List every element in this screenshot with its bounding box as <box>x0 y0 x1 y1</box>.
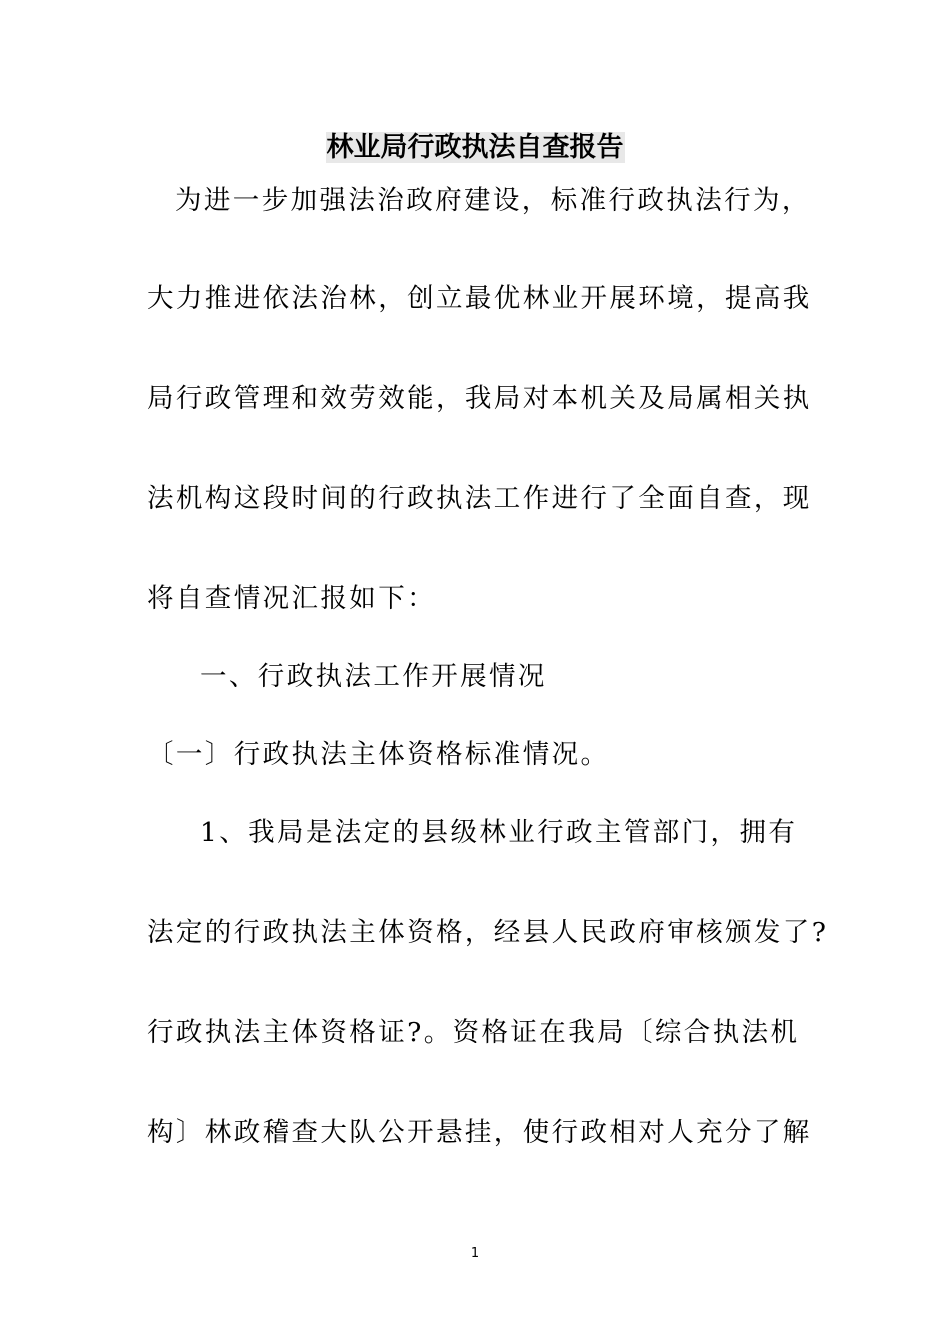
paragraph-line-6: 1、我局是法定的县级林业行政主管部门，拥有 <box>200 817 798 848</box>
paragraph-line-7: 法定的行政执法主体资格，经县人民政府审核颁发了? <box>147 917 829 948</box>
paragraph-line-1: 为进一步加强法治政府建设，标准行政执法行为， <box>175 185 811 216</box>
paragraph-line-2: 大力推进依法治林，创立最优林业开展环境，提高我 <box>147 283 812 314</box>
paragraph-line-8: 行政执法主体资格证?。资格证在我局〔综合执法机 <box>147 1017 800 1048</box>
page-number: 1 <box>470 1246 480 1261</box>
document-title-text: 林业局行政执法自查报告 <box>326 132 624 163</box>
paragraph-line-5: 将自查情况汇报如下： <box>147 583 436 614</box>
paragraph-line-9: 构〕林政稽查大队公开悬挂，使行政相对人充分了解 <box>147 1117 812 1148</box>
subsection-heading-1: 〔一〕行政执法主体资格标准情况。 <box>147 739 610 770</box>
document-title <box>0 128 950 168</box>
paragraph-line-4: 法机构这段时间的行政执法工作进行了全面自查，现 <box>147 483 812 514</box>
paragraph-line-3: 局行政管理和效劳效能，我局对本机关及局属相关执 <box>147 383 812 414</box>
section-heading-1: 一、行政执法工作开展情况 <box>200 661 547 692</box>
